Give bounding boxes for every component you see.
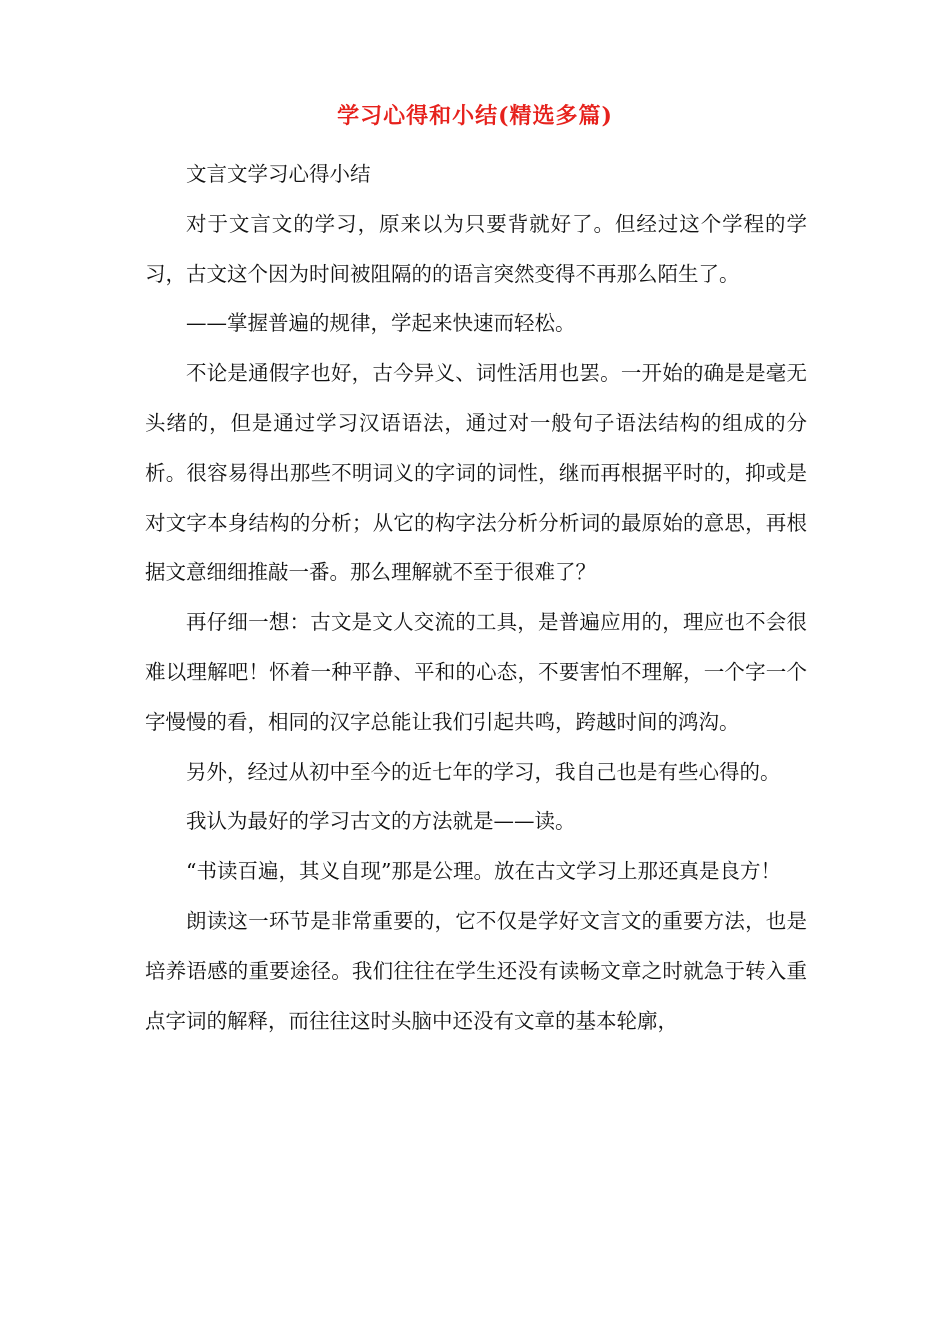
- paragraph-subtitle: 文言文学习心得小结: [186, 162, 371, 186]
- paragraph: 不论是通假字也好，古今异义、词性活用也罢。一开始的确是是毫无头绪的，但是通过学习汉语语法，通过对一般句子语法结构的组成的分析。很容易得出那些不明词义的字词的词性，继而再根据平时的，抑或是对文字本身结构的分析；从它的构字法分析分析词的最原始的意思，再根据文意细细推敲一番。那么理解就不至于很难了？: [145, 361, 807, 585]
- paragraph: 对于文言文的学习，原来以为只要背就好了。但经过这个学程的学习，古文这个因为时间被阻隔的的语言突然变得不再那么陌生了。: [145, 211, 807, 286]
- document-body: [145, 150, 807, 1046]
- paragraph: “书读百遍，其义自现”那是公理。放在古文学习上那还真是良方！: [186, 859, 781, 884]
- paragraph: ——掌握普遍的规律，学起来快速而轻松。: [186, 311, 576, 336]
- document-title: 学习心得和小结(精选多篇): [337, 103, 613, 129]
- paragraph: 我认为最好的学习古文的方法就是——读。: [186, 809, 576, 834]
- paragraph: 朗读这一环节是非常重要的，它不仅是学好文言文的重要方法，也是培养语感的重要途径。我们往往在学生还没有读畅文章之时就急于转入重点字词的解释，而往往这时头脑中还没有文章的基本轮廓，: [145, 908, 807, 1033]
- paragraph: 另外，经过从初中至今的近七年的学习，我自己也是有些心得的。: [186, 759, 781, 784]
- paragraph: 再仔细一想：古文是文人交流的工具，是普遍应用的，理应也不会很难以理解吧！怀着一种平静、平和的心态，不要害怕不理解，一个字一个字慢慢的看，相同的汉字总能让我们引起共鸣，跨越时间的鸿沟。: [145, 610, 807, 734]
